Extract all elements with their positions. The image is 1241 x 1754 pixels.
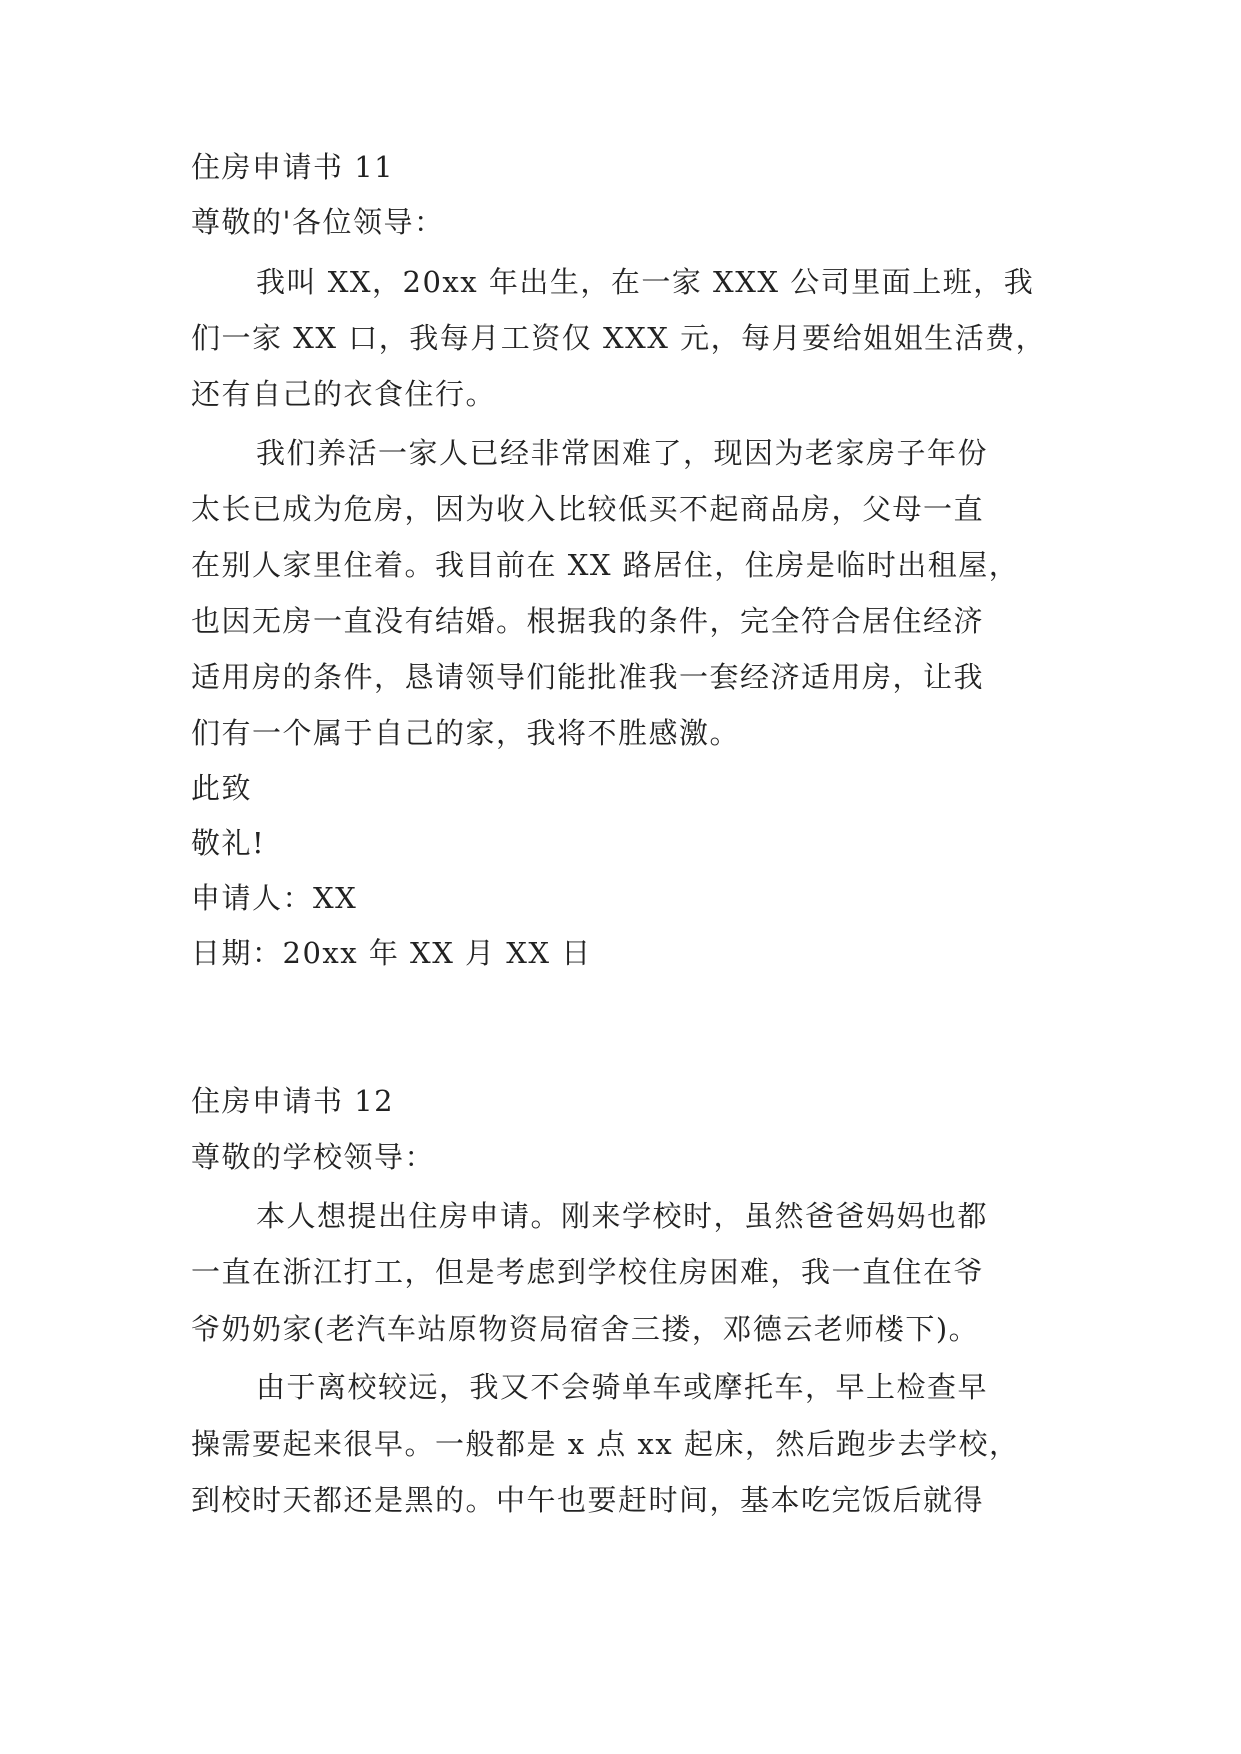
letter1-p2-line: 我们养活一家人已经非常困难了，现因为老家房子年份 xyxy=(256,436,989,470)
letter1-title: 住房申请书 11 xyxy=(191,150,395,184)
letter1-p2-line: 也因无房一直没有结婚。根据我的条件，完全符合居住经济 xyxy=(191,604,985,638)
letter2-p2-line: 操需要起来很早。一般都是 x 点 xx 起床，然后跑步去学校， xyxy=(191,1427,1020,1461)
letter2-p1-line: 一直在浙江打工，但是考虑到学校住房困难，我一直住在爷 xyxy=(191,1255,985,1289)
letter1-p2-line: 太长已成为危房，因为收入比较低买不起商品房，父母一直 xyxy=(191,492,985,526)
letter1-p1-line: 还有自己的衣食住行。 xyxy=(191,377,497,411)
letter1-p2-line: 们有一个属于自己的家，我将不胜感激。 xyxy=(191,716,741,750)
letter2-title: 住房申请书 12 xyxy=(191,1084,395,1118)
letter2-p1-line: 爷奶奶家(老汽车站原物资局宿舍三搂，邓德云老师楼下)。 xyxy=(191,1312,980,1346)
letter1-closing: 此致 xyxy=(191,771,253,805)
letter1-p2-line: 在别人家里住着。我目前在 XX 路居住，住房是临时出租屋， xyxy=(191,548,1020,582)
letter1-p1-line: 们一家 XX 口，我每月工资仅 XXX 元，每月要给姐姐生活费， xyxy=(191,321,1047,355)
letter1-salutation: 尊敬的'各位领导： xyxy=(191,205,445,239)
letter1-p1-line: 我叫 XX，20xx 年出生，在一家 XXX 公司里面上班，我 xyxy=(256,265,1035,299)
letter1-date: 日期：20xx 年 XX 月 XX 日 xyxy=(191,936,592,970)
letter1-applicant: 申请人：XX xyxy=(191,881,358,915)
letter1-p2-line: 适用房的条件，恳请领导们能批准我一套经济适用房，让我 xyxy=(191,660,985,694)
letter2-p1-line: 本人想提出住房申请。刚来学校时，虽然爸爸妈妈也都 xyxy=(256,1199,989,1233)
letter2-salutation: 尊敬的学校领导： xyxy=(191,1140,436,1174)
letter2-p2-line: 到校时天都还是黑的。中午也要赶时间，基本吃完饭后就得 xyxy=(191,1483,985,1517)
letter1-closing: 敬礼! xyxy=(191,826,266,860)
letter2-p2-line: 由于离校较远，我又不会骑单车或摩托车，早上检查早 xyxy=(256,1370,989,1404)
